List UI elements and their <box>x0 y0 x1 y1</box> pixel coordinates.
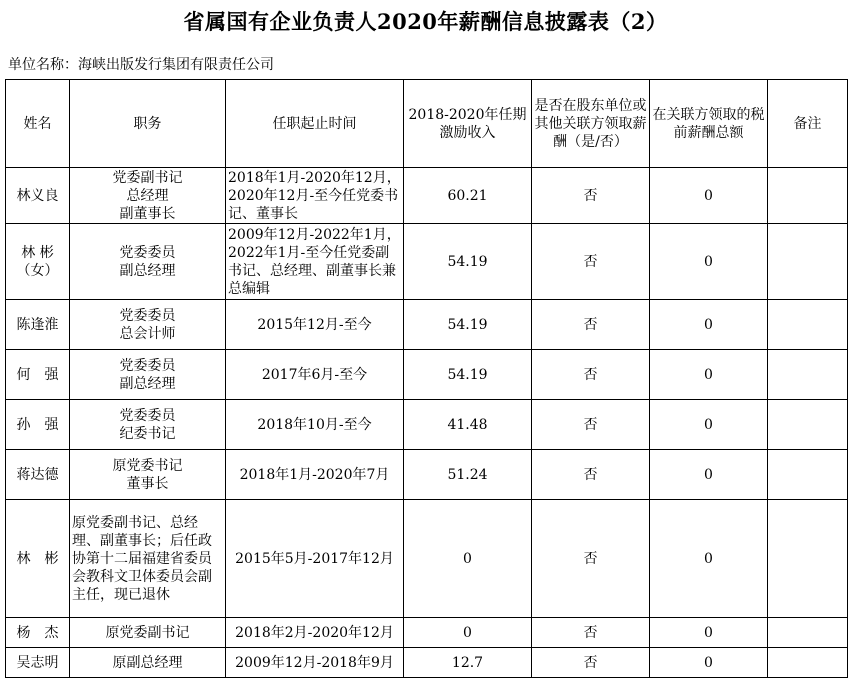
header-position: 职务 <box>70 80 226 168</box>
cell-related: 0 <box>650 168 768 224</box>
cell-incentive: 41.48 <box>404 400 532 450</box>
position-line: 原党委书记 <box>112 457 183 474</box>
cell-position <box>70 300 226 350</box>
cell-name: 何 强 <box>6 350 70 400</box>
cell-remarks <box>768 400 848 450</box>
cell-remarks <box>768 648 848 678</box>
cell-remarks <box>768 450 848 500</box>
cell-incentive: 12.7 <box>404 648 532 678</box>
cell-shareholder: 否 <box>532 450 650 500</box>
cell-name: 吴志明 <box>6 648 70 678</box>
cell-remarks <box>768 300 848 350</box>
cell-shareholder: 否 <box>532 648 650 678</box>
position-line: 原党委副书记 <box>105 624 190 641</box>
position-line: 副总经理 <box>119 262 176 279</box>
position-line: 董事长 <box>126 475 169 492</box>
cell-related: 0 <box>650 224 768 300</box>
position-line: 党委副书记 <box>112 169 183 186</box>
table-row <box>6 618 848 648</box>
cell-tenure: 2018年1月-2020年7月 <box>226 450 404 500</box>
cell-name: 林 彬 <box>6 500 70 618</box>
cell-tenure: 2017年6月-至今 <box>226 350 404 400</box>
position-line: 党委委员 <box>119 307 176 324</box>
table-row <box>6 400 848 450</box>
table-row <box>6 450 848 500</box>
cell-incentive: 51.24 <box>404 450 532 500</box>
position-line: 原党委副书记、总经理、副董事长；后任政协第十二届福建省委员会教科文卫体委员会副主任，现已退休 <box>72 514 212 603</box>
header-tenure: 任职起止时间 <box>226 80 404 168</box>
cell-position <box>70 450 226 500</box>
table-row <box>6 224 848 300</box>
table-body <box>6 80 848 678</box>
header-related: 在关联方领取的税前薪酬总额 <box>650 80 768 168</box>
table-row <box>6 350 848 400</box>
header-name: 姓名 <box>6 80 70 168</box>
cell-tenure: 2018年1月-2020年12月，2020年12月-至今任党委书记、董事长 <box>226 168 404 224</box>
page-title: 省属国有企业负责人2020年薪酬信息披露表（2） <box>183 9 668 34</box>
position-line: 副总经理 <box>119 375 176 392</box>
position-line: 总经理 <box>126 187 169 204</box>
cell-related: 0 <box>650 300 768 350</box>
cell-related: 0 <box>650 500 768 618</box>
header-row <box>6 80 848 168</box>
cell-position <box>70 350 226 400</box>
table-row <box>6 300 848 350</box>
cell-name: 杨 杰 <box>6 618 70 648</box>
cell-name: 蒋达德 <box>6 450 70 500</box>
cell-remarks <box>768 224 848 300</box>
cell-position <box>70 400 226 450</box>
header-shareholder: 是否在股东单位或其他关联方领取薪酬（是/否） <box>532 80 650 168</box>
cell-position <box>70 224 226 300</box>
cell-shareholder: 否 <box>532 224 650 300</box>
cell-incentive: 54.19 <box>404 224 532 300</box>
cell-name: 林 彬（女） <box>6 224 70 300</box>
table-row <box>6 168 848 224</box>
cell-shareholder: 否 <box>532 300 650 350</box>
cell-remarks <box>768 168 848 224</box>
cell-tenure: 2015年5月-2017年12月 <box>226 500 404 618</box>
cell-position <box>70 168 226 224</box>
cell-incentive: 0 <box>404 500 532 618</box>
cell-related: 0 <box>650 400 768 450</box>
position-line: 总会计师 <box>119 325 176 342</box>
cell-incentive: 54.19 <box>404 300 532 350</box>
cell-related: 0 <box>650 350 768 400</box>
position-line: 纪委书记 <box>119 425 176 442</box>
cell-shareholder: 否 <box>532 168 650 224</box>
cell-shareholder: 否 <box>532 618 650 648</box>
cell-position <box>70 618 226 648</box>
header-incentive: 2018-2020年任期激励收入 <box>404 80 532 168</box>
position-line: 党委委员 <box>119 357 176 374</box>
position-line: 副董事长 <box>119 205 176 222</box>
cell-name: 林义良 <box>6 168 70 224</box>
cell-tenure: 2009年12月-2018年9月 <box>226 648 404 678</box>
position-line: 党委委员 <box>119 244 176 261</box>
cell-shareholder: 否 <box>532 400 650 450</box>
position-line: 原副总经理 <box>112 654 183 671</box>
cell-name: 陈逢淮 <box>6 300 70 350</box>
position-line: 党委委员 <box>119 407 176 424</box>
cell-remarks <box>768 618 848 648</box>
cell-related: 0 <box>650 450 768 500</box>
cell-tenure: 2015年12月-至今 <box>226 300 404 350</box>
cell-tenure: 2009年12月-2022年1月，2022年1月-至今任党委副书记、总经理、副董事长兼总编辑 <box>226 224 404 300</box>
cell-related: 0 <box>650 618 768 648</box>
cell-incentive: 54.19 <box>404 350 532 400</box>
disclosure-table <box>5 79 848 678</box>
cell-position <box>70 500 226 618</box>
cell-shareholder: 否 <box>532 350 650 400</box>
cell-remarks <box>768 500 848 618</box>
unit-name-line: 单位名称：海峡出版发行集团有限责任公司 <box>8 57 274 73</box>
cell-shareholder: 否 <box>532 500 650 618</box>
table-row <box>6 648 848 678</box>
header-remarks: 备注 <box>768 80 848 168</box>
cell-name: 孙 强 <box>6 400 70 450</box>
cell-related: 0 <box>650 648 768 678</box>
cell-incentive: 60.21 <box>404 168 532 224</box>
cell-tenure: 2018年10月-至今 <box>226 400 404 450</box>
cell-remarks <box>768 350 848 400</box>
cell-incentive: 0 <box>404 618 532 648</box>
cell-position <box>70 648 226 678</box>
table-row <box>6 500 848 618</box>
cell-tenure: 2018年2月-2020年12月 <box>226 618 404 648</box>
